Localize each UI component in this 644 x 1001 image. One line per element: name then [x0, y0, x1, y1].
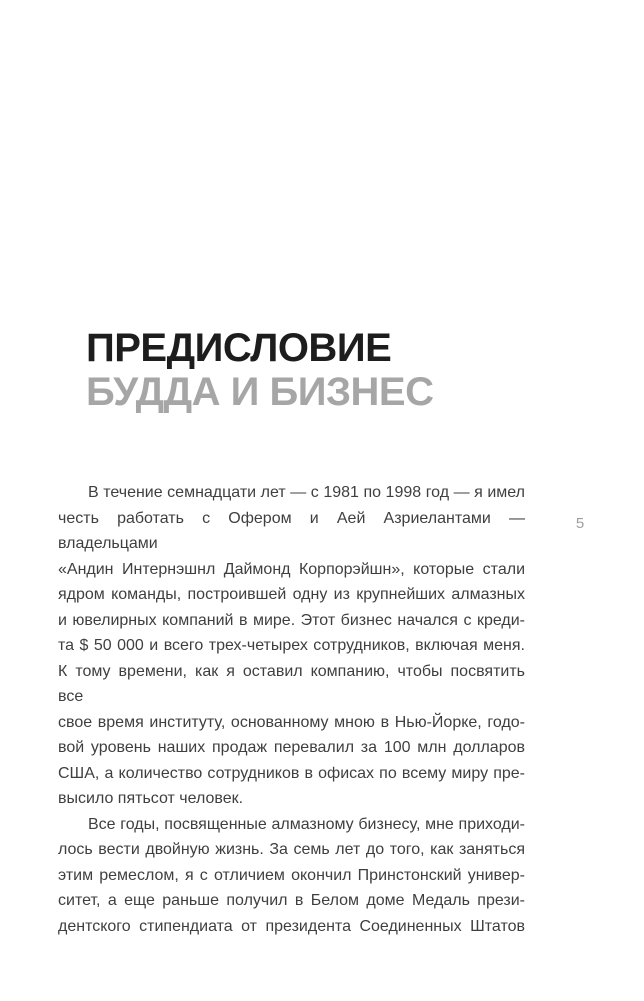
chapter-title: ПРЕДИСЛОВИЕ [86, 326, 392, 370]
text-line: ядром команды, построившей одну из крупнейших алмазных [58, 586, 525, 603]
text-line: этим ремеслом, я с отличием окончил Принстонский универ- [58, 866, 525, 884]
text-line: ситет, а еще раньше получил в Белом доме Медаль прези- [58, 892, 525, 909]
text-line: В течение семнадцати лет — с 1981 по 1998 год — я имел [88, 484, 525, 501]
text-line: вой уровень наших продаж перевалил за 100 млн долларов [58, 739, 525, 756]
text-line: высило пятьсот человек. [58, 790, 244, 807]
text-line: свое время институту, основанному мною в Нью-Йорке, годо- [58, 713, 525, 731]
text-line: Все годы, посвященные алмазному бизнесу, мне приходи- [88, 815, 525, 833]
page-number: 5 [575, 515, 585, 532]
text-line: лось вести двойную жизнь. За семь лет до того, как заняться [58, 841, 525, 858]
paragraph-1 [58, 480, 525, 812]
paragraph-2 [58, 812, 525, 940]
text-line: дентского стипендиата от президента Соединенных Штатов [58, 917, 525, 935]
text-line: США, а количество сотрудников в офисах по всему миру пре- [58, 764, 525, 782]
chapter-subtitle: БУДДА И БИЗНЕС [86, 370, 434, 414]
chapter-heading [86, 326, 433, 414]
text-line: К тому времени, как я оставил компанию, чтобы посвятить все [58, 662, 525, 705]
text-line: «Андин Интернэшнл Даймонд Корпорэйшн», которые стали [58, 560, 525, 578]
text-line: честь работать с Офером и Аей Азриелантами — владельцами [58, 509, 525, 552]
body-text [58, 480, 525, 939]
text-line: и ювелирных компаний в мире. Этот бизнес начался с креди- [58, 611, 525, 629]
text-line: та $ 50 000 и всего трех-четырех сотрудников, включая меня. [58, 637, 525, 654]
